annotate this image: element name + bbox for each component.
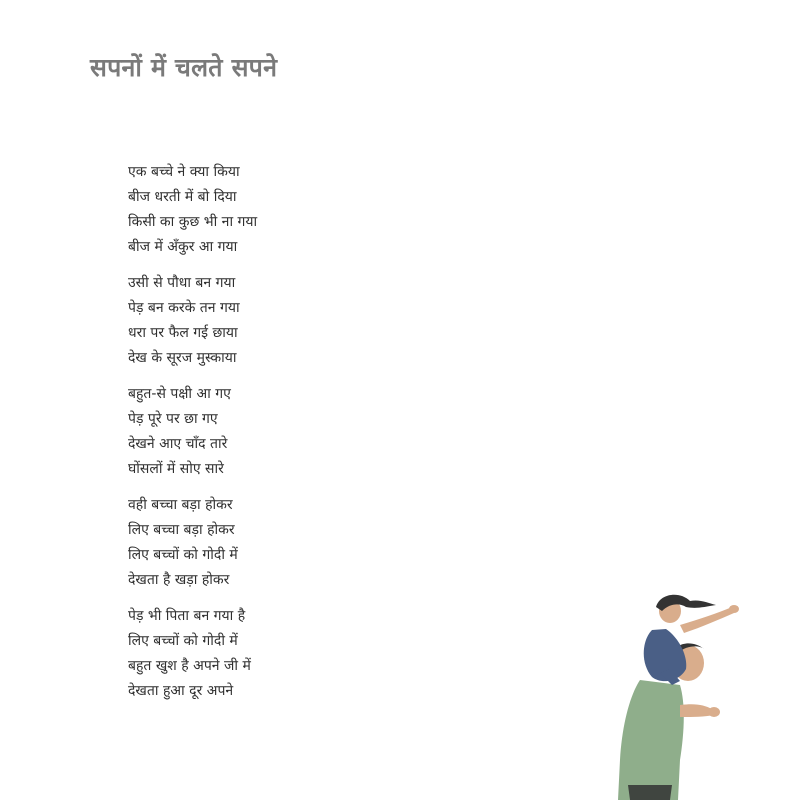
- poem-line: वही बच्चा बड़ा होकर: [128, 497, 233, 513]
- stanza: [128, 160, 548, 260]
- poem-title: सपनों में चलते सपने: [90, 53, 278, 82]
- poem-line: बहुत खुश है अपने जी में: [128, 658, 251, 674]
- poem-line: उसी से पौधा बन गया: [128, 275, 236, 291]
- child-hand: [729, 605, 739, 613]
- poem-line: घोंसलों में सोए सारे: [128, 461, 224, 477]
- poem-line: किसी का कुछ भी ना गया: [128, 214, 258, 230]
- poem-line: बहुत-से पक्षी आ गए: [128, 386, 231, 402]
- poem-body: [128, 160, 548, 715]
- poem-line: एक बच्चे ने क्या किया: [128, 164, 240, 180]
- poem-line: लिए बच्चों को गोदी में: [128, 547, 238, 563]
- man-hand: [708, 707, 720, 717]
- poem-line: देखता है खड़ा होकर: [128, 572, 230, 588]
- poem-line: लिए बच्चा बड़ा होकर: [128, 522, 235, 538]
- stanza: [128, 493, 548, 593]
- stanza: [128, 604, 548, 704]
- father-carrying-child-illustration: [600, 585, 760, 800]
- poem-line: देखता हुआ दूर अपने: [128, 683, 234, 699]
- man-trousers: [628, 785, 672, 800]
- poem-line: बीज में अँकुर आ गया: [128, 239, 238, 255]
- poem-line: पेड़ बन करके तन गया: [128, 300, 240, 316]
- poem-line: देखने आए चाँद तारे: [128, 436, 228, 452]
- stanza: [128, 271, 548, 371]
- poem-line: पेड़ भी पिता बन गया है: [128, 608, 246, 624]
- man-shirt: [618, 680, 684, 800]
- poem-line: बीज धरती में बो दिया: [128, 189, 237, 205]
- poem-line: लिए बच्चों को गोदी में: [128, 633, 238, 649]
- stanza: [128, 382, 548, 482]
- poem-line: धरा पर फैल गई छाया: [128, 325, 238, 341]
- poem-line: पेड़ पूरे पर छा गए: [128, 411, 218, 427]
- poem-line: देख के सूरज मुस्काया: [128, 350, 237, 366]
- child-arm: [680, 607, 734, 633]
